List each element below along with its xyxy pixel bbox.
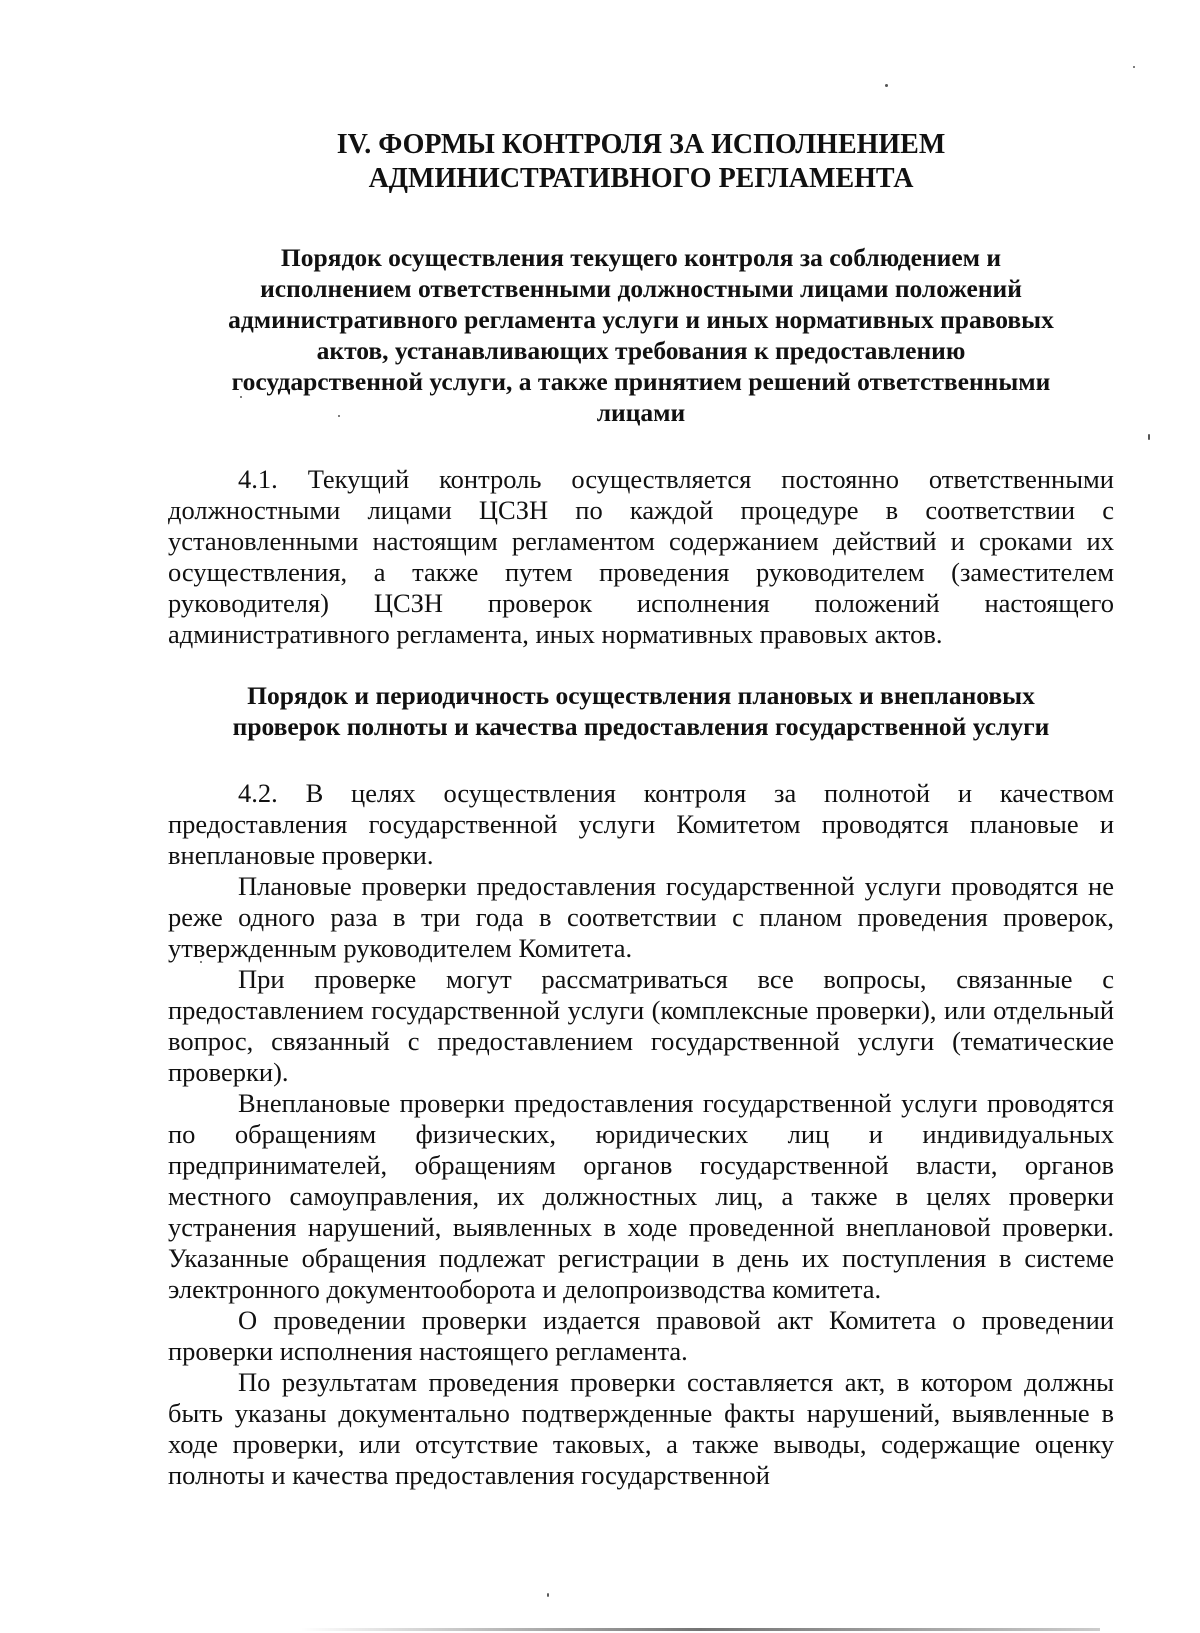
- section-title-line: АДМИНИСТРАТИВНОГО РЕГЛАМЕНТА: [368, 163, 914, 194]
- subheading-inspections: [168, 680, 1114, 742]
- subheading-line: проверок полноты и качества предоставления государственной услуги: [232, 712, 1050, 741]
- subheading-line: лицами: [596, 398, 686, 427]
- section-title: [168, 128, 1114, 196]
- paragraph-4-1: 4.1. Текущий контроль осуществляется постоянно ответственными должностными лицами ЦСЗН по каждой процедуре в соответствии с установленными настоящим регламентом содержанием действий и сроками их осуществления, а также путем проведения руководителем (заместителем руководителя) ЦСЗН проверок исполнения положений настоящего административного регламента, иных нормативных правовых актов.: [168, 464, 1114, 649]
- scan-bottom-edge: [300, 1628, 1100, 1631]
- section-title-line: IV. ФОРМЫ КОНТРОЛЯ ЗА ИСПОЛНЕНИЕМ: [336, 129, 946, 160]
- scan-speck: [1148, 434, 1150, 440]
- scan-speck: [885, 84, 888, 87]
- subheading-line: Порядок осуществления текущего контроля за соблюдением и: [280, 243, 1002, 272]
- subheading-line: административного регламента услуги и иных нормативных правовых: [228, 305, 1054, 334]
- paragraph-inspection-results: По результатам проведения проверки составляется акт, в котором должны быть указаны документально подтвержденные факты нарушений, выявленные в ходе проверки, или отсутствие таковых, а также выводы, содержащие оценку полноты и качества предоставления государственной: [168, 1367, 1114, 1490]
- subheading-current-control: [168, 242, 1114, 428]
- subheading-line: актов, устанавливающих требования к предоставлению: [316, 336, 966, 365]
- paragraph-inspection-act: О проведении проверки издается правовой акт Комитета о проведении проверки исполнения настоящего регламента.: [168, 1305, 1114, 1366]
- subheading-line: исполнением ответственными должностными лицами положений: [260, 274, 1022, 303]
- scan-speck: [1133, 66, 1135, 68]
- document-body: [168, 128, 1114, 1491]
- scan-speck: [547, 1593, 549, 1597]
- paragraph-unplanned-inspections: Внеплановые проверки предоставления государственной услуги проводятся по обращениям физических, юридических лиц и индивидуальных предпринимателей, обращениям органов государственной власти, органов местного самоуправления, их должностных лиц, а также в целях проверки устранения нарушений, выявленных в ходе проведенной внеплановой проверки. Указанные обращения подлежат регистрации в день их поступления в системе электронного документооборота и делопроизводства комитета.: [168, 1088, 1114, 1304]
- subheading-line: государственной услуги, а также принятием решений ответственными: [231, 367, 1051, 396]
- paragraph-inspection-scope: При проверке могут рассматриваться все вопросы, связанные с предоставлением государственной услуги (комплексные проверки), или отдельный вопрос, связанный с предоставлением государственной услуги (тематические проверки).: [168, 964, 1114, 1087]
- paragraph-planned-inspections: Плановые проверки предоставления государственной услуги проводятся не реже одного раза в три года в соответствии с планом проведения проверок, утвержденным руководителем Комитета.: [168, 871, 1114, 963]
- subheading-line: Порядок и периодичность осуществления плановых и внеплановых: [247, 681, 1035, 710]
- paragraph-4-2: 4.2. В целях осуществления контроля за полнотой и качеством предоставления государственной услуги Комитетом проводятся плановые и внеплановые проверки.: [168, 778, 1114, 870]
